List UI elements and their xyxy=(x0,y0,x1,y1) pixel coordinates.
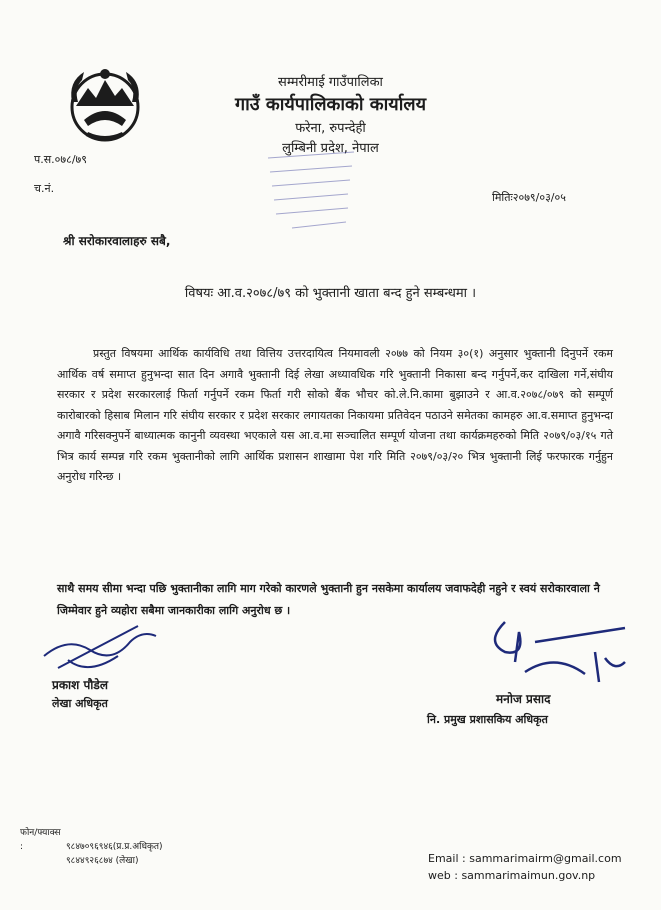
body-paragraph-2: साथै समय सीमा भन्दा पछि भुक्तानीका लागि माग गरेको कारणले भुक्तानी हुन नसकेमा कार्यालय जवाफदेही नहुने र स्वयं सरोकारवाला नै जिम्मेवार हुने व्यहोरा सबैमा जानकारीका लागि अनुरोध छ । xyxy=(57,582,600,617)
office-stamp-icon xyxy=(262,148,360,234)
dispatch-number: च.नं. xyxy=(34,182,55,195)
phone-number-1: ९८४७०९६९४६(प्र.प्र.अधिकृत) xyxy=(66,842,163,852)
footer-contact xyxy=(428,850,622,884)
signatory-right-title: नि. प्रमुख प्रशासकिय अधिकृत xyxy=(427,713,548,726)
phone-number-2: ९८४४९२६८७४ (लेखा) xyxy=(66,856,139,866)
reference-number: प.स.०७८/७९ xyxy=(34,153,87,166)
office-location: फरेना, रुपन्देही xyxy=(295,121,366,136)
footer-phone xyxy=(20,826,163,868)
footer-web: web : sammarimaimun.gov.np xyxy=(428,869,596,882)
signatory-left-title: लेखा अधिकृत xyxy=(52,697,108,710)
addressee: श्री सरोकारवालाहरु सबै, xyxy=(63,234,171,248)
body-paragraph-1-text: प्रस्तुत विषयमा आर्थिक कार्यविधि तथा वित्तिय उत्तरदायित्व नियमावली २०७७ को नियम ३०(१) अनुसार भुक्तानी दिनुपर्ने रकम आर्थिक वर्ष समाप्त हुनुभन्दा सात दिन अगावै भुक्तानी दिई लेखा अध्यावधिक गरि भुक्तानी निकासा बन्द गर्नुपर्ने,कर दाखिला गर्ने,संघीय सरकार र प्रदेश सरकारलाई फिर्ता गर्नुपर्ने रकम फिर्ता गरी सोको बैंक भौचर को.ले.नि.कामा बुझाउने र आ.व.२०७८/०७९ को सम्पूर्ण कारोबारको हिसाब मिलान गरि संघीय सरकार र प्रदेश सरकार लगायतका निकायमा प्रतिवेदन पठाउने समेतका कामहरु आ.व.समाप्त हुनुभन्दा अगावै गरिसक्नुपर्ने बाध्यात्मक कानुनी व्यवस्था भएकाले यस आ.व.मा सञ्चालित सम्पूर्ण योजना तथा कार्यक्रमहरुको मिति २०७९/०३/१५ गते भित्र कार्य सम्पन्न गरि रकम भुक्तानीको लागि आर्थिक प्रशासन शाखामा पेश गरि मिति २०७९/०३/२० भित्र भुक्तानी लिई फरफारक गर्नुहुन अनुरोध गरिन्छ । xyxy=(57,347,613,483)
signatory-left-name: प्रकाश पौडेल xyxy=(52,678,108,692)
letter-date: मितिः२०७९/०३/०५ xyxy=(492,191,566,204)
phone-label: फोन/फ्याक्स : xyxy=(20,828,61,852)
footer-email: Email : sammarimairm@gmail.com xyxy=(428,852,622,865)
office-name: गाउँ कार्यपालिकाको कार्यालय xyxy=(234,94,427,115)
letter-subject: विषयः आ.व.२०७८/७९ को भुक्तानी खाता बन्द हुने सम्बन्धमा । xyxy=(184,286,477,301)
signatory-right-name: मनोज प्रसाद xyxy=(496,692,551,706)
municipality-name: सम्मरीमाई गाउँपालिका xyxy=(278,75,383,90)
body-paragraph-1 xyxy=(57,344,613,488)
office-province: लुम्बिनी प्रदेश, नेपाल xyxy=(282,141,379,156)
